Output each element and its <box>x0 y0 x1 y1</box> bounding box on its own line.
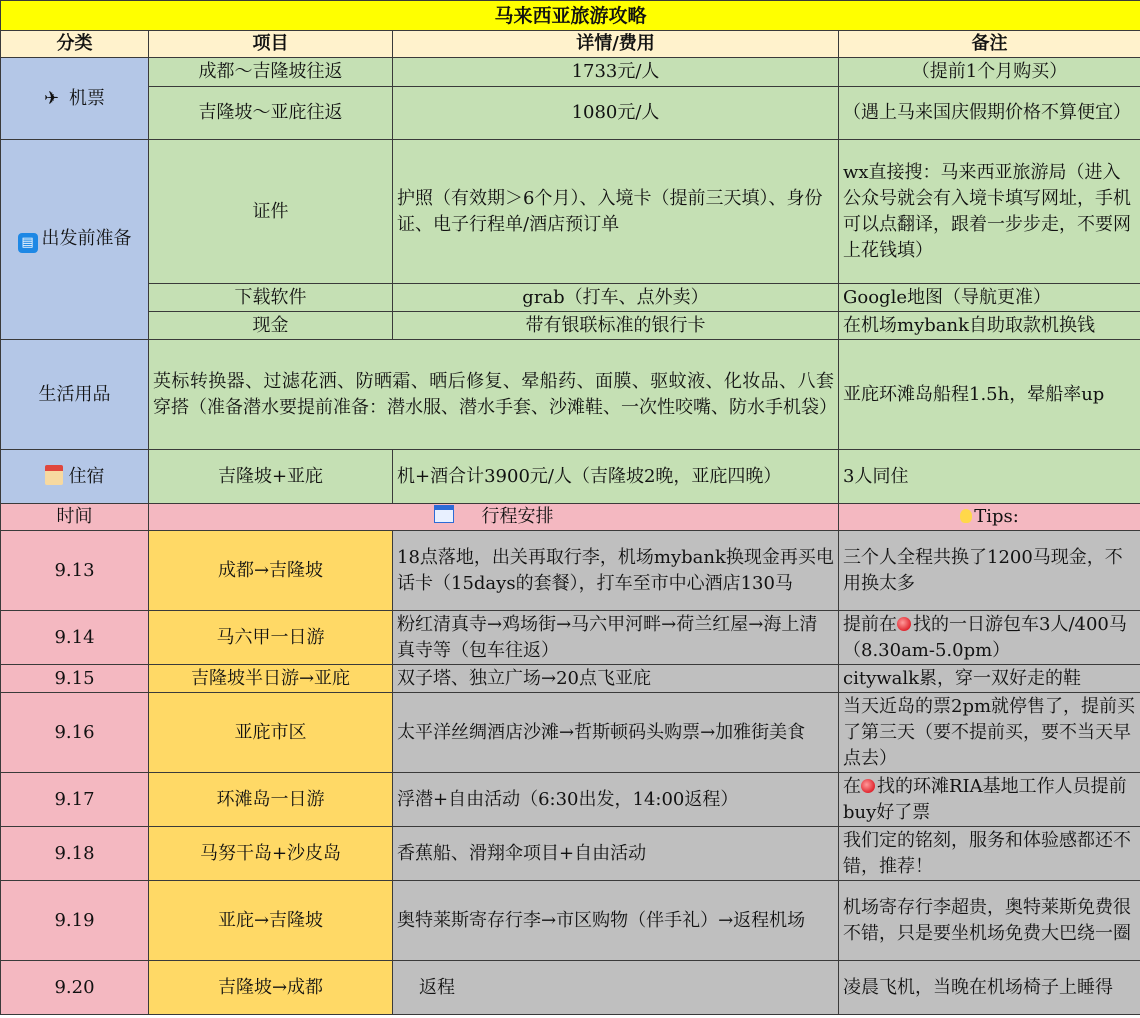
page-title: 马来西亚旅游攻略 <box>1 1 1140 31</box>
itinerary-route: 环滩岛一日游 <box>149 773 393 827</box>
airplane-icon: ✈ <box>43 87 60 109</box>
itinerary-tips: 找的环滩RIA基地工作人员提前buy好了票 <box>843 775 1127 823</box>
itinerary-date: 9.20 <box>1 961 149 1015</box>
category-lodging <box>1 450 149 504</box>
itinerary-plan: 太平洋丝绸酒店沙滩→哲斯顿码头购票→加雅街美食 <box>393 693 839 773</box>
prep-item: 下载软件 <box>149 284 393 312</box>
header-item: 项目 <box>149 31 393 58</box>
itinerary-date: 9.17 <box>1 773 149 827</box>
itinerary-date: 9.16 <box>1 693 149 773</box>
lightbulb-icon <box>960 509 972 523</box>
itinerary-date: 9.13 <box>1 531 149 611</box>
itinerary-route: 吉隆坡→成都 <box>149 961 393 1015</box>
prep-item: 现金 <box>149 312 393 340</box>
header-detail: 详情/费用 <box>393 31 839 58</box>
itinerary-plan: 粉红清真寺→鸡场街→马六甲河畔→荷兰红屋→海上清真寺等（包车往返） <box>393 611 839 665</box>
map-pin-icon <box>897 617 911 631</box>
category-lodging-label: 住宿 <box>68 465 105 487</box>
supplies-detail: 英标转换器、过滤花洒、防晒霜、晒后修复、晕船药、面膜、驱蚊液、化妆品、八套穿搭（准备潜水要提前准备：潜水服、潜水手套、沙滩鞋、一次性咬嘴、防水手机袋） <box>149 340 839 450</box>
itinerary-tips: 我们定的铭刻，服务和体验感都还不错，推荐！ <box>839 827 1140 881</box>
header-category: 分类 <box>1 31 149 58</box>
tips-prefix: 在 <box>843 775 861 797</box>
itinerary-route: 亚庇市区 <box>149 693 393 773</box>
itinerary-header-time: 时间 <box>1 504 149 531</box>
itinerary-plan: 18点落地，出关再取行李，机场mybank换现金再买电话卡（15days的套餐），打车至市中心酒店130马 <box>393 531 839 611</box>
itinerary-tips-cell <box>839 773 1140 827</box>
category-supplies: 生活用品 <box>1 340 149 450</box>
itinerary-header-plan-label: 行程安排 <box>481 506 554 527</box>
itinerary-tips: 找的一日游包车3人/400马（8.30am-5.0pm） <box>843 613 1127 661</box>
app-icon: ▤ <box>18 233 38 253</box>
itinerary-header-tips <box>839 504 1140 531</box>
itinerary-route: 吉隆坡半日游→亚庇 <box>149 665 393 693</box>
itinerary-plan: 香蕉船、滑翔伞项目+自由活动 <box>393 827 839 881</box>
itinerary-tips: 凌晨飞机，当晚在机场椅子上睡得 <box>839 961 1140 1015</box>
itinerary-date: 9.15 <box>1 665 149 693</box>
header-note: 备注 <box>839 31 1140 58</box>
hotel-icon <box>45 465 63 485</box>
itinerary-route: 马努干岛+沙皮岛 <box>149 827 393 881</box>
itinerary-date: 9.18 <box>1 827 149 881</box>
itinerary-route: 成都→吉隆坡 <box>149 531 393 611</box>
calendar-icon <box>434 505 454 523</box>
itinerary-date: 9.14 <box>1 611 149 665</box>
prep-note: Google地图（导航更准） <box>839 284 1140 312</box>
lodging-detail: 机+酒合计3900元/人（吉隆坡2晚，亚庇四晚） <box>393 450 839 504</box>
flight-detail: 1733元/人 <box>393 58 839 87</box>
itinerary-tips: 三个人全程共换了1200马现金，不用换太多 <box>839 531 1140 611</box>
map-pin-icon <box>861 779 875 793</box>
flight-detail: 1080元/人 <box>393 87 839 140</box>
itinerary-plan: 返程 <box>393 961 839 1015</box>
itinerary-date: 9.19 <box>1 881 149 961</box>
category-flight <box>1 58 149 140</box>
itinerary-route: 马六甲一日游 <box>149 611 393 665</box>
category-prep-label: 出发前准备 <box>41 228 132 249</box>
itinerary-plan: 浮潜+自由活动（6:30出发，14:00返程） <box>393 773 839 827</box>
itinerary-header-plan <box>149 504 839 531</box>
itinerary-header-tips-label: Tips: <box>974 506 1019 527</box>
itinerary-route: 亚庇→吉隆坡 <box>149 881 393 961</box>
category-flight-label: 机票 <box>69 87 106 109</box>
supplies-note: 亚庇环滩岛船程1.5h，晕船率up <box>839 340 1140 450</box>
prep-item: 证件 <box>149 140 393 284</box>
flight-note: （提前1个月购买） <box>839 58 1140 87</box>
itinerary-tips: 机场寄存行李超贵，奥特莱斯免费很不错，只是要坐机场免费大巴绕一圈 <box>839 881 1140 961</box>
prep-note: 在机场mybank自助取款机换钱 <box>839 312 1140 340</box>
itinerary-plan: 双子塔、独立广场→20点飞亚庇 <box>393 665 839 693</box>
prep-detail: grab（打车、点外卖） <box>393 284 839 312</box>
prep-note: wx直接搜：马来西亚旅游局（进入公众号就会有入境卡填写网址，手机可以点翻译，跟着一步步走，不要网上花钱填） <box>839 140 1140 284</box>
flight-note: （遇上马来国庆假期价格不算便宜） <box>839 87 1140 140</box>
category-prep <box>1 140 149 340</box>
itinerary-plan: 奥特莱斯寄存行李→市区购物（伴手礼）→返程机场 <box>393 881 839 961</box>
lodging-item: 吉隆坡+亚庇 <box>149 450 393 504</box>
itinerary-tips: 当天近岛的票2pm就停售了，提前买了第三天（要不提前买，要不当天早点去） <box>839 693 1140 773</box>
prep-detail: 护照（有效期＞6个月）、入境卡（提前三天填）、身份证、电子行程单/酒店预订单 <box>393 140 839 284</box>
flight-item: 成都～吉隆坡往返 <box>149 58 393 87</box>
tips-prefix: 提前在 <box>843 613 897 635</box>
itinerary-tips: citywalk累，穿一双好走的鞋 <box>839 665 1140 693</box>
flight-item: 吉隆坡～亚庇往返 <box>149 87 393 140</box>
prep-detail: 带有银联标准的银行卡 <box>393 312 839 340</box>
itinerary-tips-cell <box>839 611 1140 665</box>
lodging-note: 3人同住 <box>839 450 1140 504</box>
